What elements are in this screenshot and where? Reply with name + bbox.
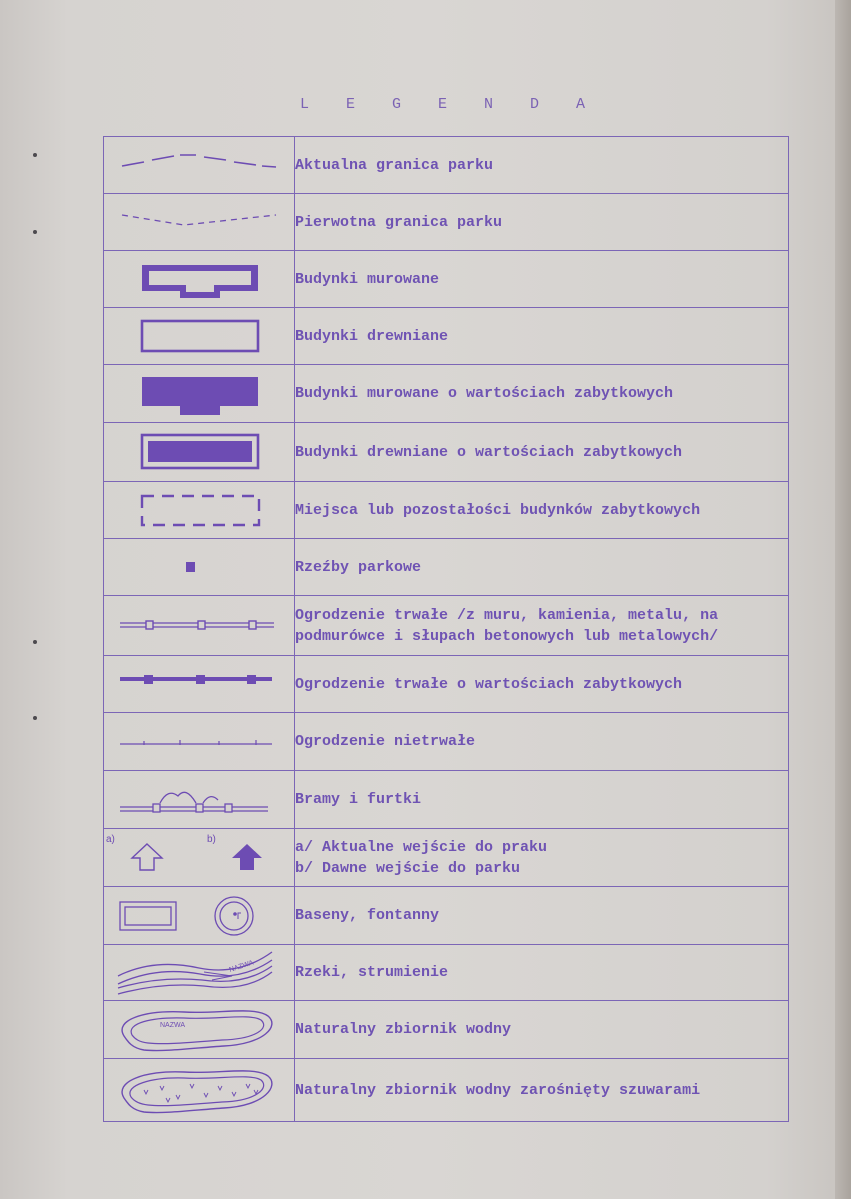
legend-row [104,365,789,423]
fence-solid-posts-icon [104,657,294,712]
legend-table [103,136,789,1122]
marker-a: a) [106,833,115,845]
legend-label: Budynki murowane [295,251,789,308]
punch-hole [33,153,37,157]
legend-row [104,251,789,308]
entrance-arrows-icon [104,830,294,886]
legend-row [104,482,789,539]
brick-building-outline-icon [104,252,294,307]
legend-label-line: a/ Aktualne wejście do praku [295,838,548,856]
paper-edge [835,0,851,1199]
dash-dot-line-icon [104,138,294,193]
legend-label [295,829,789,887]
legend-row [104,539,789,596]
legend-label: Baseny, fontanny [295,887,789,945]
gate-icon [104,772,294,828]
legend-row [104,656,789,713]
fence-hollow-posts-icon [104,597,294,655]
legend-label: Rzeźby parkowe [295,539,789,596]
legend-row [104,713,789,771]
legend-label-line: Ogrodzenie trwałe /z muru, kamienia, metalu, na [295,606,719,624]
legend-label: Aktualna granica parku [295,137,789,194]
legend-row [104,771,789,829]
pond-name-label: NAZWA [160,1021,186,1029]
legend-label: Naturalny zbiornik wodny zarośnięty szuwarami [295,1059,789,1122]
legend-label: Budynki murowane o wartościach zabytkowych [295,365,789,423]
legend-row [104,423,789,482]
fence-tick-line-icon [104,714,294,770]
legend-row [104,1001,789,1059]
legend-label: Ogrodzenie trwałe o wartościach zabytkowych [295,656,789,713]
wooden-building-outline-icon [104,309,294,364]
river-icon [104,946,294,1000]
river-name-label: NAZWA [228,959,255,974]
legend-label: Miejsca lub pozostałości budynków zabytkowych [295,482,789,539]
brick-building-filled-icon [104,366,294,422]
legend-row [104,1059,789,1122]
legend-row [104,887,789,945]
legend-row [104,194,789,251]
punch-hole [33,716,37,720]
punch-hole [33,230,37,234]
legend-label: Bramy i furtki [295,771,789,829]
punch-hole [33,640,37,644]
legend-row [104,596,789,656]
legend-label: Budynki drewniane [295,308,789,365]
small-square-icon [104,540,294,595]
legend-row [104,829,789,887]
dashed-rectangle-icon [104,483,294,538]
marker-b: b) [207,833,216,845]
legend-label: Budynki drewniane o wartościach zabytkowych [295,423,789,482]
wooden-building-filled-icon [104,424,294,481]
legend-label-line: b/ Dawne wejście do parku [295,859,521,877]
legend-label: Pierwotna granica parku [295,194,789,251]
legend-label: Ogrodzenie nietrwałe [295,713,789,771]
reed-pond-icon [104,1060,294,1121]
legend-title: L E G E N D A [300,96,600,113]
dashed-line-icon [104,195,294,250]
legend-label: Naturalny zbiornik wodny [295,1001,789,1059]
legend-label-line: podmurówce i słupach betonowych lub metalowych/ [295,627,719,645]
legend-label: Rzeki, strumienie [295,945,789,1001]
legend-row [104,945,789,1001]
legend-row [104,308,789,365]
pool-fountain-icon [104,888,294,944]
legend-row [104,137,789,194]
pond-icon [104,1002,294,1058]
legend-label [295,596,789,656]
